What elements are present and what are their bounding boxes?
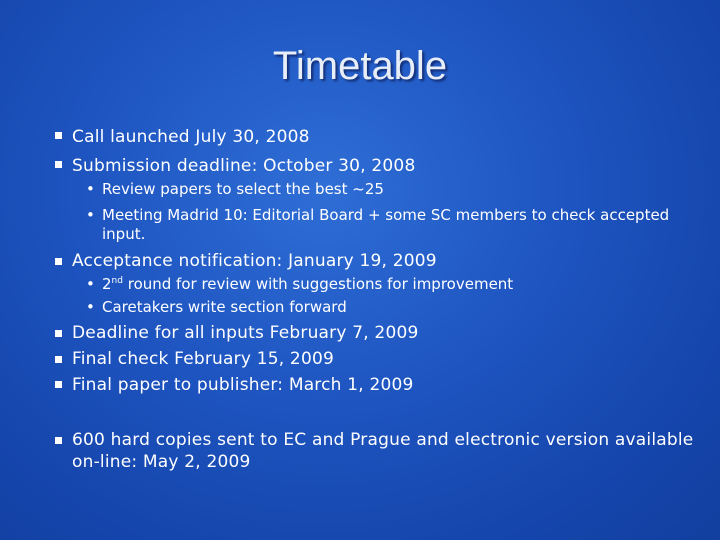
square-bullet-icon — [55, 381, 62, 388]
ordinal-suffix: nd — [111, 276, 123, 286]
timeline-item-final-check: Final check February 15, 2009 — [72, 349, 334, 369]
timeline-item-submission-deadline: Submission deadline: October 30, 2008 — [72, 156, 416, 176]
timeline-item-acceptance-notification: Acceptance notification: January 19, 2009 — [72, 251, 437, 271]
dot-bullet-icon: • — [86, 275, 95, 293]
square-bullet-icon — [55, 330, 62, 337]
dot-bullet-icon: • — [86, 206, 95, 224]
timeline-item-deadline-inputs: Deadline for all inputs February 7, 2009 — [72, 323, 419, 343]
square-bullet-icon — [55, 437, 62, 444]
square-bullet-icon — [55, 258, 62, 265]
timeline-item-hard-copies: 600 hard copies sent to EC and Prague and electronic version available on-line: May 2, 2009 — [72, 430, 694, 472]
timeline-item-call-launched: Call launched July 30, 2008 — [72, 127, 310, 147]
sub-item-review-papers: Review papers to select the best ~25 — [102, 180, 384, 198]
round-number: 2 — [102, 275, 112, 293]
square-bullet-icon — [55, 132, 62, 139]
sub-item-meeting-madrid: Meeting Madrid 10: Editorial Board + some SC members to check accepted input. — [102, 206, 670, 243]
square-bullet-icon — [55, 356, 62, 363]
square-bullet-icon — [55, 161, 62, 168]
sub-item-second-round — [102, 275, 682, 294]
timeline-item-final-paper: Final paper to publisher: March 1, 2009 — [72, 375, 414, 395]
dot-bullet-icon: • — [86, 298, 95, 316]
round-text: round for review with suggestions for improvement — [122, 275, 514, 293]
slide-title: Timetable — [272, 44, 448, 88]
dot-bullet-icon: • — [86, 180, 95, 198]
sub-item-caretakers: Caretakers write section forward — [102, 298, 347, 316]
